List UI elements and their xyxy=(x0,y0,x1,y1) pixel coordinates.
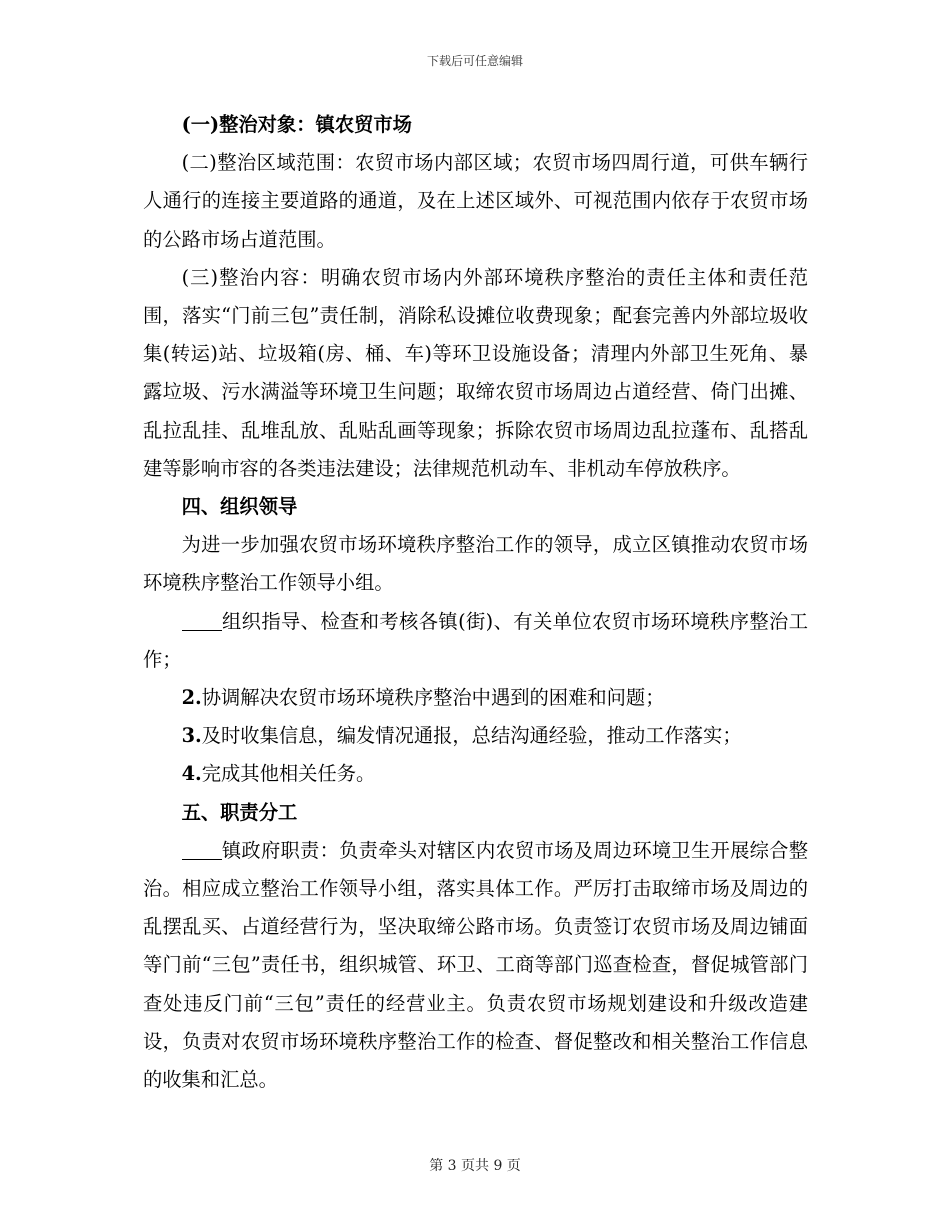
paragraph-target: (一)整治对象：镇农贸市场 xyxy=(181,113,412,136)
paragraph-item-1 xyxy=(143,603,808,679)
blank-underline xyxy=(182,612,222,631)
paragraph-item-4 xyxy=(143,755,808,793)
paragraph-scope: (二)整治区域范围：农贸市场内部区域；农贸市场四周行道，可供车辆行人通行的连接主要道路的通道，及在上述区域外、可视范围内依存于农贸市场的公路市场占道范围。 xyxy=(143,151,808,251)
item-4-text: 完成其他相关任务。 xyxy=(201,762,376,786)
item-2-number: 2. xyxy=(181,686,202,710)
item-1-text: 组织指导、检查和考核各镇(街)、有关单位农贸市场环境秩序整治工作； xyxy=(143,609,808,671)
document-body xyxy=(143,106,808,1099)
heading-responsibilities: 五、职责分工 xyxy=(181,800,298,824)
paragraph-town-duties xyxy=(143,832,808,1099)
item-3-text: 及时收集信息，编发情况通报，总结沟通经验，推动工作落实； xyxy=(201,724,742,748)
paragraph-leadership: 为进一步加强农贸市场环境秩序整治工作的领导，成立区镇推动农贸市场环境秩序整治工作领导小组。 xyxy=(143,533,808,595)
page-footer: 第 3 页共 9 页 xyxy=(429,1158,521,1174)
heading-organization: 四、组织领导 xyxy=(181,495,298,519)
paragraph-item-2 xyxy=(143,679,808,717)
town-duties-text: 镇政府职责：负责牵头对辖区内农贸市场及周边环境卫生开展综合整治。相应成立整治工作领导小组，落实具体工作。严厉打击取缔市场及周边的乱摆乱买、占道经营行为，坚决取缔公路市场。负责签订农贸市场及周边铺面等门前“三包”责任书，组织城管、环卫、工商等部门巡查检查，督促城管部门查处违反门前“三包”责任的经营业主。负责农贸市场规划建设和升级改造建设，负责对农贸市场环境秩序整治工作的检查、督促整改和相关整治工作信息的收集和汇总。 xyxy=(143,838,808,1092)
blank-underline xyxy=(182,841,222,860)
paragraph-content: (三)整治内容：明确农贸市场内外部环境秩序整治的责任主体和责任范围，落实“门前三包”责任制，消除私设摊位收费现象；配套完善内外部垃圾收集(转运)站、垃圾箱(房、桶、车)等环卫设施设备；清理内外部卫生死角、暴露垃圾、污水满溢等环境卫生问题；取缔农贸市场周边占道经营、倚门出摊、乱拉乱挂、乱堆乱放、乱贴乱画等现象；拆除农贸市场周边乱拉蓬布、乱搭乱建等影响市容的各类违法建设；法律规范机动车、非机动车停放秩序。 xyxy=(143,265,808,480)
item-3-number: 3. xyxy=(181,724,202,748)
item-4-number: 4. xyxy=(181,762,202,786)
page-header: 下载后可任意编辑 xyxy=(426,54,523,68)
item-2-text: 协调解决农贸市场环境秩序整治中遇到的困难和问题； xyxy=(201,686,665,710)
paragraph-item-3 xyxy=(143,717,808,755)
